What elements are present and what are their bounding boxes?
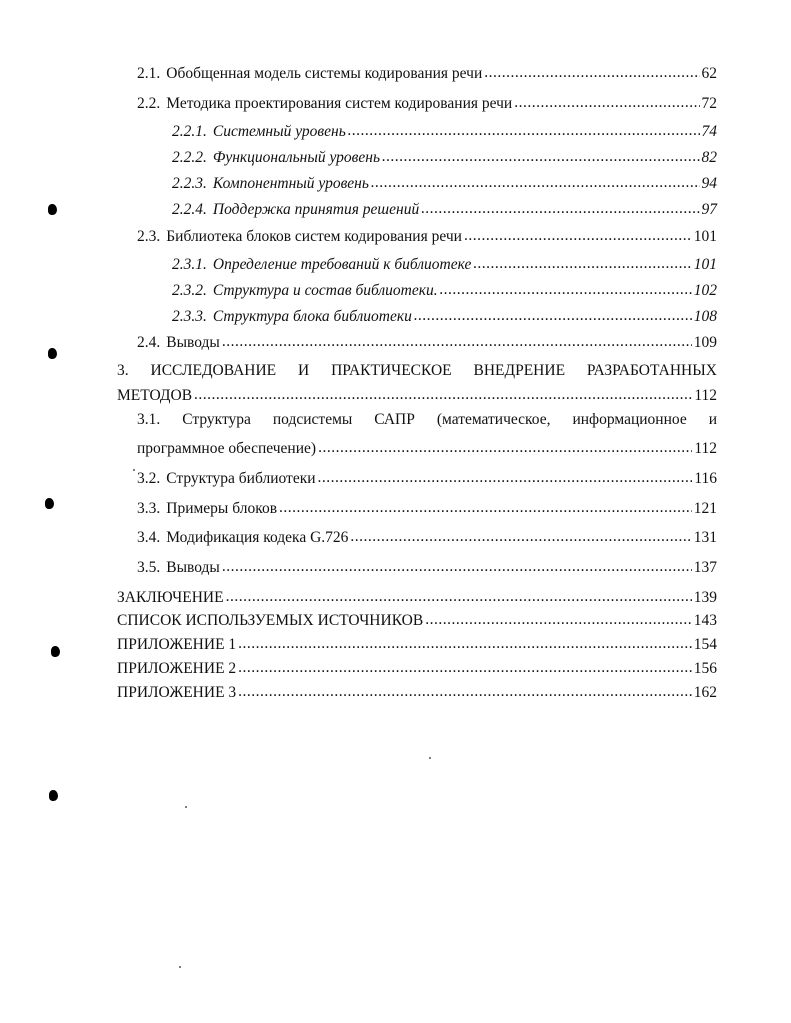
word: ПРАКТИЧЕСКОЕ <box>331 362 452 379</box>
entry-title: Обобщенная модель системы кодирования речи <box>166 65 483 82</box>
entry-title: МЕТОДОВ <box>117 387 193 404</box>
entry-page: 72 <box>701 95 717 112</box>
dot-leader <box>473 254 691 274</box>
entry-number: 2.2.1. <box>172 123 207 140</box>
toc-sources <box>117 611 717 631</box>
toc-entry-2-4 <box>137 333 717 353</box>
entry-number: 2.1. <box>137 65 161 82</box>
scan-speck <box>133 469 135 471</box>
entry-page: 154 <box>693 636 717 653</box>
dot-leader <box>194 385 692 405</box>
entry-page: 139 <box>693 589 717 606</box>
toc-entry-2-3 <box>137 227 717 247</box>
word: ВНЕДРЕНИЕ <box>473 362 566 379</box>
entry-number: 3.1. <box>137 411 161 428</box>
entry-page: 94 <box>701 175 717 192</box>
entry-number: 3.3. <box>137 500 161 517</box>
entry-page: 62 <box>701 65 717 82</box>
dot-leader <box>238 634 692 654</box>
word: подсистемы <box>272 411 353 428</box>
entry-title: ЗАКЛЮЧЕНИЕ <box>117 589 224 606</box>
entry-title: Выводы <box>166 559 220 576</box>
entry-title: ПРИЛОЖЕНИЕ 1 <box>117 636 237 653</box>
punch-hole-mark <box>48 204 57 215</box>
dot-leader <box>425 610 692 630</box>
scan-speck <box>179 966 181 968</box>
entry-title: Определение требований к библиотеке <box>212 256 472 273</box>
entry-title: Выводы <box>166 334 220 351</box>
entry-title: Системный уровень <box>212 123 346 140</box>
entry-title: ПРИЛОЖЕНИЕ 3 <box>117 684 237 701</box>
toc-conclusion <box>117 588 717 608</box>
entry-title: Поддержка принятия решений <box>212 201 420 218</box>
dot-leader <box>222 557 692 577</box>
entry-title: программное обеспечение) <box>137 440 317 457</box>
dot-leader <box>226 587 692 607</box>
entry-page: 162 <box>693 684 717 701</box>
toc-entry-2-2-1 <box>172 122 717 142</box>
toc-entry-2-2-4 <box>172 200 717 220</box>
toc-entry-3-1-line1 <box>137 410 717 430</box>
entry-page: 112 <box>694 387 717 404</box>
entry-number: 2.2.3. <box>172 175 207 192</box>
word: ИССЛЕДОВАНИЕ <box>150 362 277 379</box>
toc-entry-2-2-2 <box>172 148 717 168</box>
entry-page: 101 <box>693 256 717 273</box>
dot-leader <box>514 93 699 113</box>
dot-leader <box>382 147 700 167</box>
entry-title: Библиотека блоков систем кодирования речи <box>166 228 462 245</box>
entry-page: 108 <box>693 308 717 325</box>
entry-number: 2.3.1. <box>172 256 207 273</box>
entry-title: Модификация кодека G.726 <box>166 529 349 546</box>
entry-title: Функциональный уровень <box>212 149 380 166</box>
entry-title: Методика проектирования систем кодирования речи <box>166 95 513 112</box>
entry-title: Структура библиотеки <box>166 470 316 487</box>
dot-leader <box>318 468 693 488</box>
entry-number: 2.3.3. <box>172 308 207 325</box>
punch-hole-mark <box>51 646 60 657</box>
toc-entry-3-2 <box>137 469 717 489</box>
entry-number: 2.2. <box>137 95 161 112</box>
dot-leader <box>371 173 700 193</box>
toc-entry-2-3-1 <box>172 255 717 275</box>
entry-page: 121 <box>693 500 717 517</box>
dot-leader <box>464 226 692 246</box>
entry-title: ПРИЛОЖЕНИЕ 2 <box>117 660 237 677</box>
punch-hole-mark <box>48 348 57 359</box>
toc-entry-3-1-line2 <box>137 439 717 459</box>
dot-leader <box>318 438 692 458</box>
dot-leader <box>484 63 699 83</box>
entry-page: 143 <box>693 612 717 629</box>
dot-leader <box>279 498 692 518</box>
toc-entry-2-3-3 <box>172 307 717 327</box>
entry-page: 101 <box>693 228 717 245</box>
toc-entry-3-4 <box>137 528 717 548</box>
toc-entry-2-2 <box>137 94 717 114</box>
entry-page: 97 <box>701 201 717 218</box>
toc-entry-2-3-2 <box>172 281 717 301</box>
toc-appendix-1 <box>117 635 717 655</box>
toc-entry-2-1 <box>137 64 717 84</box>
dot-leader <box>222 332 692 352</box>
toc-appendix-2 <box>117 659 717 679</box>
dot-leader <box>238 658 692 678</box>
dot-leader <box>421 199 699 219</box>
toc-entry-3-5 <box>137 558 717 578</box>
entry-page: 109 <box>693 334 717 351</box>
dot-leader <box>348 121 700 141</box>
entry-number: 2.3. <box>137 228 161 245</box>
scan-speck <box>185 806 187 808</box>
toc-chapter-3-line1 <box>117 361 717 381</box>
entry-number: 3.5. <box>137 559 161 576</box>
entry-page: 156 <box>693 660 717 677</box>
entry-number: 2.3.2. <box>172 282 207 299</box>
word: РАЗРАБОТАННЫХ <box>586 362 717 379</box>
entry-page: 116 <box>694 470 717 487</box>
toc-chapter-3-line2 <box>117 386 717 406</box>
entry-page: 102 <box>693 282 717 299</box>
word: информационное <box>572 411 687 428</box>
word: Структура <box>182 411 251 428</box>
word: САПР <box>374 411 415 428</box>
toc-appendix-3 <box>117 683 717 703</box>
toc-entry-3-3 <box>137 499 717 519</box>
word: (математическое, <box>436 411 551 428</box>
entry-page: 137 <box>693 559 717 576</box>
entry-number: 3.2. <box>137 470 161 487</box>
word: и <box>708 411 717 428</box>
dot-leader <box>414 306 692 326</box>
entry-number: 2.4. <box>137 334 161 351</box>
entry-page: 82 <box>701 149 717 166</box>
entry-page: 112 <box>694 440 717 457</box>
entry-title: Компонентный уровень <box>212 175 369 192</box>
dot-leader <box>440 280 692 300</box>
entry-page: 131 <box>693 529 717 546</box>
entry-number: 3.4. <box>137 529 161 546</box>
word: 3. <box>117 362 129 379</box>
entry-title: Структура блока библиотеки <box>212 308 412 325</box>
scan-speck <box>429 757 431 759</box>
entry-page: 74 <box>701 123 717 140</box>
punch-hole-mark <box>49 790 58 801</box>
entry-title: СПИСОК ИСПОЛЬЗУЕМЫХ ИСТОЧНИКОВ <box>117 612 424 629</box>
dot-leader <box>238 682 692 702</box>
punch-hole-mark <box>45 498 54 509</box>
word: И <box>298 362 310 379</box>
entry-number: 2.2.2. <box>172 149 207 166</box>
dot-leader <box>350 527 691 547</box>
toc-entry-2-2-3 <box>172 174 717 194</box>
entry-title: Примеры блоков <box>166 500 278 517</box>
entry-title: Структура и состав библиотеки. <box>212 282 438 299</box>
entry-number: 2.2.4. <box>172 201 207 218</box>
